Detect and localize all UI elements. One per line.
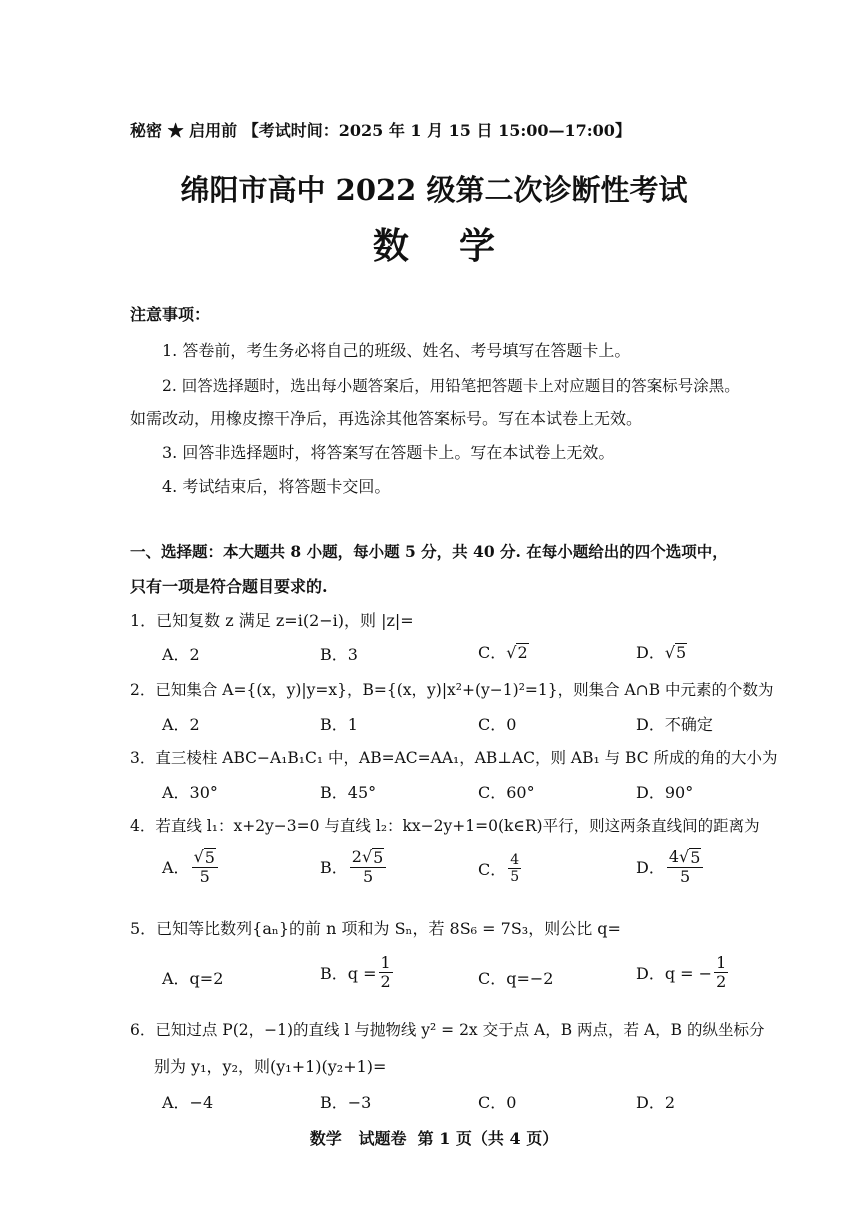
- note-item: 如需改动，用橡皮擦干净后，再选涂其他答案标号。写在本试卷上无效。: [130, 409, 643, 428]
- fraction: [192, 848, 218, 886]
- section-heading-cont: 只有一项是符合题目要求的.: [130, 577, 328, 596]
- denominator: 5: [510, 869, 520, 886]
- question-4-stem: 4．若直线 l₁：x+2y−3=0 与直线 l₂：kx−2y+1=0(k∈R)平行，则这两条直线间的距离为: [130, 817, 760, 835]
- option-label: A．: [162, 858, 190, 878]
- question-5-stem: 5．已知等比数列{aₙ}的前 n 项和为 Sₙ，若 8S₆ = 7S₃，则公比 q=: [130, 919, 621, 938]
- question-6-stem-cont: 别为 y₁，y₂，则(y₁+1)(y₂+1)=: [154, 1057, 387, 1076]
- radicand: 5: [373, 848, 384, 867]
- numerator: 4: [510, 852, 520, 868]
- option-label: D．q = −: [636, 964, 713, 984]
- question-1-stem: 1．已知复数 z 满足 z=i(2−i)，则 |z|=: [130, 611, 414, 630]
- note-item: 2. 回答选择题时，选出每小题答案后，用铅笔把答题卡上对应题目的答案标号涂黑。: [162, 377, 740, 395]
- page-footer: 数学 试题卷 第 1 页（共 4 页）: [309, 1129, 559, 1148]
- numerator: 1: [380, 953, 391, 972]
- sqrt-symbol: √ 2: [506, 643, 528, 662]
- q6-option-d: D．2: [636, 1093, 676, 1112]
- numerator: √ 5: [192, 848, 218, 868]
- numerator: 2√ 5: [350, 848, 387, 868]
- sqrt-symbol: √ 5: [664, 643, 687, 662]
- q2-option-a: A．2: [162, 715, 200, 734]
- denominator: 5: [199, 866, 210, 886]
- note-item: 3. 回答非选择题时，将答案写在答题卡上。写在本试卷上无效。: [162, 443, 615, 462]
- q3-option-b: B．45°: [320, 783, 377, 802]
- denominator: 5: [362, 866, 374, 886]
- q2-option-b: B．1: [320, 715, 358, 734]
- note-item: 1. 答卷前，考生务必将自己的班级、姓名、考号填写在答题卡上。: [162, 341, 631, 360]
- q4-option-c: [478, 852, 523, 885]
- option-label: C．: [478, 860, 507, 880]
- q5-option-d: [636, 954, 730, 992]
- fraction: [508, 852, 521, 885]
- denominator: 2: [380, 972, 391, 992]
- exam-time-header: 秘密 ★ 启用前 【考试时间：2025 年 1 月 15 日 15:00—17:00】: [130, 121, 631, 140]
- radicand: 5: [204, 848, 215, 867]
- subject-title: 数 学: [372, 225, 496, 267]
- note-item: 4. 考试结束后，将答题卡交回。: [162, 477, 391, 496]
- q6-option-b: B．−3: [320, 1093, 372, 1112]
- q4-option-b: [320, 848, 388, 886]
- section-heading: 一、选择题：本大题共 8 小题，每小题 5 分，共 40 分. 在每小题给出的四个选项中，: [130, 542, 728, 561]
- q1-option-a: A．2: [162, 645, 200, 664]
- option-label: B．: [320, 858, 348, 878]
- q3-option-d: D．90°: [636, 783, 694, 802]
- q2-option-d: D．不确定: [636, 715, 713, 734]
- fraction: [714, 954, 728, 992]
- q3-option-a: A．30°: [162, 783, 218, 802]
- question-3-stem: 3．直三棱柱 ABC−A₁B₁C₁ 中，AB=AC=AA₁，AB⊥AC，则 AB₁ 与 BC 所成的角的大小为: [130, 749, 778, 767]
- exam-title: 绵阳市高中 2022 级第二次诊断性考试: [180, 173, 688, 207]
- q1-option-b: B．3: [320, 645, 358, 664]
- radicand: 5: [690, 848, 701, 867]
- q2-option-c: C．0: [478, 715, 517, 734]
- q5-option-b: [320, 954, 395, 992]
- option-label: B．q =: [320, 964, 377, 984]
- question-6-stem: 6．已知过点 P(2，−1)的直线 l 与抛物线 y² = 2x 交于点 A，B 两点，若 A，B 的纵坐标分: [130, 1021, 765, 1039]
- option-label: D．: [636, 643, 665, 662]
- q4-option-a: [162, 848, 220, 886]
- q1-option-d: [636, 640, 687, 663]
- fraction: [350, 848, 387, 886]
- q4-option-d: [636, 848, 705, 886]
- q5-option-c: C．q=−2: [478, 969, 554, 988]
- denominator: 5: [680, 866, 691, 886]
- coefficient: 4: [668, 847, 680, 866]
- numerator: 1: [716, 953, 727, 972]
- denominator: 2: [716, 972, 727, 992]
- question-2-stem: 2．已知集合 A={(x，y)|y=x}，B={(x，y)|x²+(y−1)²=1}，则集合 A∩B 中元素的个数为: [130, 681, 774, 699]
- fraction: [667, 848, 704, 886]
- q3-option-c: C．60°: [478, 783, 535, 802]
- coefficient: 2: [351, 847, 362, 866]
- q6-option-c: C．0: [478, 1093, 517, 1112]
- q1-option-c: [478, 640, 529, 663]
- radicand: 2: [517, 643, 528, 662]
- radicand: 5: [676, 643, 687, 662]
- q6-option-a: A．−4: [162, 1093, 214, 1112]
- option-label: D．: [636, 858, 665, 878]
- fraction: [379, 954, 393, 992]
- option-label: C．: [478, 643, 507, 662]
- numerator: 4√ 5: [667, 848, 704, 868]
- q5-option-a: A．q=2: [162, 969, 224, 988]
- notes-heading: 注意事项：: [130, 305, 211, 324]
